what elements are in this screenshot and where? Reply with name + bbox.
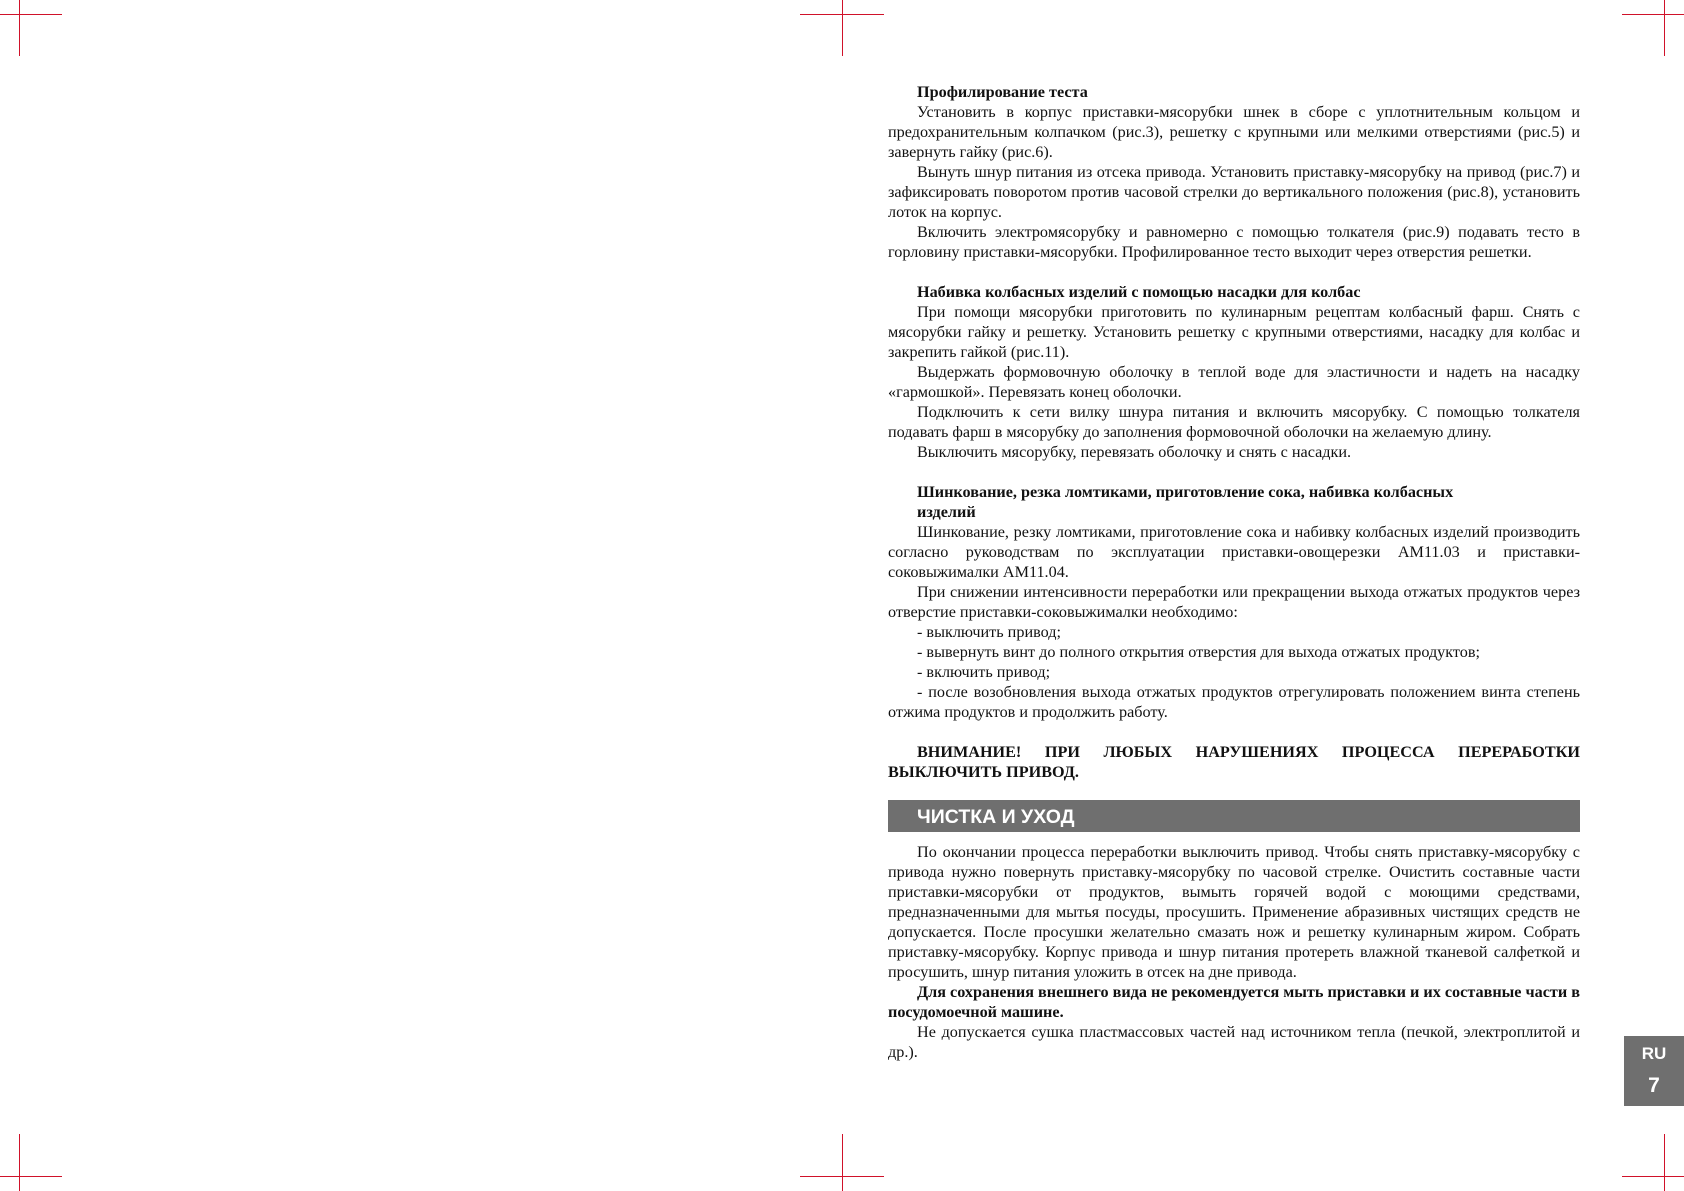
paragraph: Установить в корпус приставки-мясорубки шнек в сборе с уплотнительным кольцом и предохранительным колпачком (рис.3), решетку с крупными или мелкими отверстиями (рис.5) и завернуть гайку (рис.6). [888, 103, 1580, 161]
heading-line: Шинкование, резка ломтиками, приготовление сока, набивка колбасных [917, 483, 1454, 501]
crop-mark [1622, 14, 1684, 15]
spacer [888, 722, 1580, 742]
crop-mark [842, 1134, 843, 1191]
list-item: - после возобновления выхода отжатых продуктов отрегулировать положением винта степень отжима продуктов и продолжить работу. [888, 683, 1580, 721]
language-label: RU [1641, 1044, 1667, 1063]
crop-mark [1664, 0, 1665, 56]
paragraph: При снижении интенсивности переработки или прекращении выхода отжатых продуктов через отверстие приставки-соковыжималки необходимо: [888, 583, 1580, 621]
paragraph: Шинкование, резку ломтиками, приготовление сока и набивку колбасных изделий производить согласно руководствам по эксплуатации приставки-овощерезки АМ11.03 и приставки-соковыжималки АМ11.04. [888, 523, 1580, 581]
page-tab [1624, 1036, 1684, 1106]
page-number: 7 [1648, 1074, 1660, 1097]
section-heading-profiling: Профилирование теста [917, 83, 1088, 101]
crop-mark [19, 1134, 20, 1191]
crop-mark [0, 1176, 62, 1177]
crop-mark [842, 0, 843, 56]
section-title-bar: ЧИСТКА И УХОД [888, 800, 1580, 832]
heading-line: изделий [917, 503, 976, 521]
document-column [888, 82, 1580, 1062]
crop-mark [0, 14, 62, 15]
crop-mark [1664, 1134, 1665, 1191]
paragraph-bold: Для сохранения внешнего вида не рекомендуется мыть приставки и их составные части в посудомоечной машине. [888, 983, 1580, 1021]
paragraph: По окончании процесса переработки выключить привод. Чтобы снять приставку-мясорубку с привода нужно повернуть приставку-мясорубку по часовой стрелке. Очистить составные части приставки-мясорубки от продуктов, вымыть горячей водой с моющими средствами, предназначенными для мытья посуды, просушить. Применение абразивных чистящих средств не допускается. После просушки желательно смазать нож и решетку кулинарным жиром. Собрать приставку-мясорубку. Корпус привода и шнур питания протереть влажной тканевой салфеткой и просушить, шнур питания уложить в отсек на дне привода. [888, 843, 1580, 981]
crop-mark [1622, 1176, 1684, 1177]
paragraph: При помощи мясорубки приготовить по кулинарным рецептам колбасный фарш. Снять с мясорубки гайку и решетку. Установить решетку с крупными отверстиями, насадку для колбас и закрепить гайкой (рис.11). [888, 303, 1580, 361]
paragraph: Включить электромясорубку и равномерно с помощью толкателя (рис.9) подавать тесто в горловину приставки-мясорубки. Профилированное тесто выходит через отверстия решетки. [888, 223, 1580, 261]
section-heading-sausage: Набивка колбасных изделий с помощью насадки для колбас [917, 283, 1361, 301]
warning-text: ВНИМАНИЕ! ПРИ ЛЮБЫХ НАРУШЕНИЯХ ПРОЦЕССА ПЕРЕРАБОТКИ ВЫКЛЮЧИТЬ ПРИВОД. [888, 743, 1580, 781]
paragraph: Не допускается сушка пластмассовых частей над источником тепла (печкой, электроплитой и др.). [888, 1023, 1580, 1061]
paragraph: Вынуть шнур питания из отсека привода. Установить приставку-мясорубку на привод (рис.7) и зафиксировать поворотом против часовой стрелки до вертикального положения (рис.8), установить лоток на корпус. [888, 163, 1580, 221]
paragraph: Выдержать формовочную оболочку в теплой воде для эластичности и надеть на насадку «гармошкой». Перевязать конец оболочки. [888, 363, 1580, 401]
paragraph: Выключить мясорубку, перевязать оболочку и снять с насадки. [917, 443, 1352, 461]
list-item: - выключить привод; [917, 623, 1061, 641]
spacer [888, 462, 1580, 482]
crop-mark [19, 0, 20, 56]
list-item: - вывернуть винт до полного открытия отверстия для выхода отжатых продуктов; [917, 643, 1481, 661]
spacer [888, 262, 1580, 282]
list-item: - включить привод; [917, 663, 1051, 681]
paragraph: Подключить к сети вилку шнура питания и включить мясорубку. С помощью толкателя подавать фарш в мясорубку до заполнения формовочной оболочки на желаемую длину. [888, 403, 1580, 441]
section-heading-shredding [888, 482, 1580, 522]
